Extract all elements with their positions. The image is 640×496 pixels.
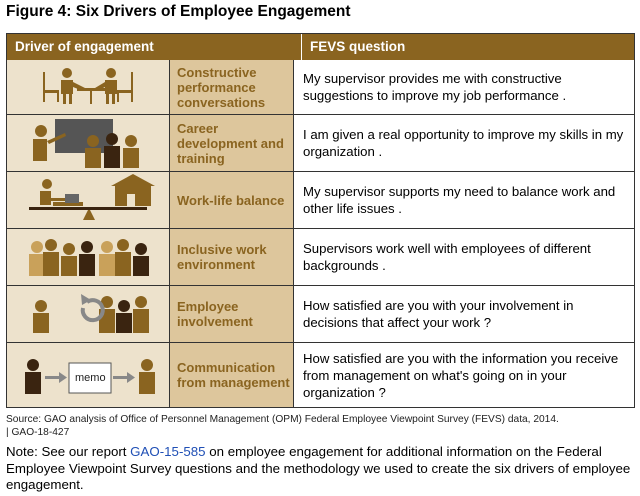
note-paragraph	[6, 444, 636, 494]
table-row	[7, 60, 634, 114]
memo-label: memo	[75, 372, 106, 384]
note-prefix: Note: See our report	[6, 444, 131, 459]
driver-label: Communication from management	[170, 343, 294, 407]
involvement-cycle-icon	[7, 286, 170, 342]
table-row	[7, 285, 634, 342]
presenter-at-board-icon	[7, 115, 170, 171]
source-note	[6, 413, 559, 439]
figure-title: Figure 4: Six Drivers of Employee Engagement	[6, 3, 351, 20]
table-row	[7, 114, 634, 171]
source-line: Source: GAO analysis of Office of Personnel Management (OPM) Federal Employee Viewpoint Survey (FEVS) data, 2014.	[6, 414, 559, 425]
fevs-question: How satisfied are you with the information you receive from management on what's going on in your organization ?	[303, 350, 619, 400]
note-suffix: on employee engagement for additional information on the Federal Employee Viewpoint Survey questions and the methodology we used to create the six drivers of employee engagement.	[6, 444, 631, 492]
drivers-table	[6, 33, 635, 408]
driver-label: Inclusive work environment	[170, 229, 294, 285]
fevs-question: My supervisor provides me with constructive suggestions to improve my job performance .	[303, 71, 567, 103]
driver-label: Employee involvement	[170, 286, 294, 342]
report-number: | GAO-18-427	[6, 427, 70, 438]
header-driver: Driver of engagement	[7, 34, 302, 60]
table-row	[7, 171, 634, 228]
driver-label: Work-life balance	[170, 172, 294, 228]
fevs-question: My supervisor supports my need to balance work and other life issues .	[303, 184, 616, 216]
fevs-question: How satisfied are you with your involvement in decisions that affect your work ?	[303, 298, 574, 330]
fevs-question: I am given a real opportunity to improve my skills in my organization .	[303, 127, 624, 159]
header-question: FEVS question	[310, 39, 406, 54]
memo-communication-icon	[7, 343, 170, 407]
people-meeting-at-table-icon	[7, 60, 170, 114]
diverse-group-icon	[7, 229, 170, 285]
driver-label: Career development and training	[170, 115, 294, 171]
table-header	[7, 34, 634, 60]
report-link[interactable]: GAO-15-585	[130, 444, 206, 459]
table-row	[7, 228, 634, 285]
table-row	[7, 342, 634, 407]
fevs-question: Supervisors work well with employees of different backgrounds .	[303, 241, 591, 273]
driver-label: Constructive performance conversations	[170, 60, 294, 114]
work-home-balance-icon	[7, 172, 170, 228]
